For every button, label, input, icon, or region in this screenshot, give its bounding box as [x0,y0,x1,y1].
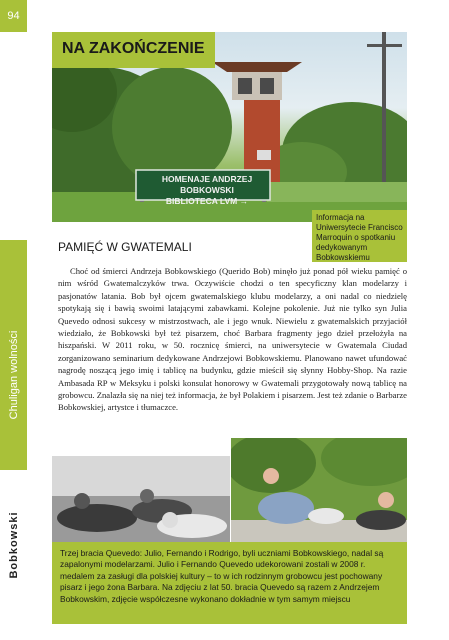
sign-text [144,174,270,207]
page-number-text: 94 [7,10,20,22]
sidebar-author-label [0,480,27,610]
bottom-photo-caption: Trzej bracia Quevedo: Julio, Fernando i Rodrigo, byli uczniami Bobkowskiego, nadal są zapalonymi modelarzami. Julio i Fernando Quevedo udekorowani zostali w 2008 r. medalem za zasługi dla polskiej kultury – to w ich rodzinnym grobowcu jest pochowany pisarz i jego żona Barbara. Na zdjęciu z lat 50. bracia Quevedo są razem z Andrzejem Bobkowskim, zdjęcie współczesne wykonano dokładnie w tym samym miejscu [52,542,407,624]
body-paragraph: Choć od śmierci Andrzeja Bobkowskiego (Querido Bob) minęło już ponad pół wieku pamięć o nim wśród Gwatemalczyków trwa. Oczywiście chodzi o ten specyficzny klan modelarzy i pasjonatów latania. Bob był ojcem gwatemalskiego klubu modelarzy, a oni nadal co niedzielę spotykają się i bawią swoimi latającymi zabawkami. Kolejne pokolenie. Już nie tylko syn Julia Quevedo odnosi sukcesy w mistrzostwach, ale i jego wnuk. Niewielu z gwatemalskich przyjaciół wiedziało, że Bobkowski był też pisarzem, choć Barbara fragmenty jego dzieł przełożyła na hiszpański. W 2011 roku, w 50. rocznicę śmierci, na uniwersytecie w Gwatemala Ciudad zorganizowano seminarium dedykowane Andrzejowi Bobkowskiemu. Planowano nawet ufundować nagrodę noszącą jego imię i tablicę na budynku, gdzie mieścił się słynny Hobby-Shop. Na razie Ambasada RP w Meksyku i polski konsulat honorowy w Gwatemali przygotowały nową tablicę na grobowcu. Znalazła się na niej też informacja, że był Polakiem i pisarzem. Jest też zdanie o Barbarze Bobkowskiej, artystce i tłumaczce. [58,266,407,413]
body-text [58,265,407,414]
sign-line-2: BIBLIOTECA LVM → [165,196,249,206]
page-title: NA ZAKOŃCZENIE [62,40,205,57]
contemporary-photo [231,438,407,542]
sign-line-1: HOMENAJE ANDRZEJ BOBKOWSKI [161,174,253,195]
page-number [0,0,27,32]
sidebar-section-text: Chuligan wolności [7,330,20,420]
page-title-box [52,32,215,68]
sidebar-author-text: Bobkowski [7,511,20,579]
section-heading: PAMIĘĆ W GWATEMALI [58,240,192,254]
sidebar-section-label [0,300,27,450]
top-photo-caption: Informacja na Uniwersytecie Francisco Marroquin o spotkaniu dedykowanym Bobkowskiemu [312,210,407,262]
historical-photo [52,456,230,542]
